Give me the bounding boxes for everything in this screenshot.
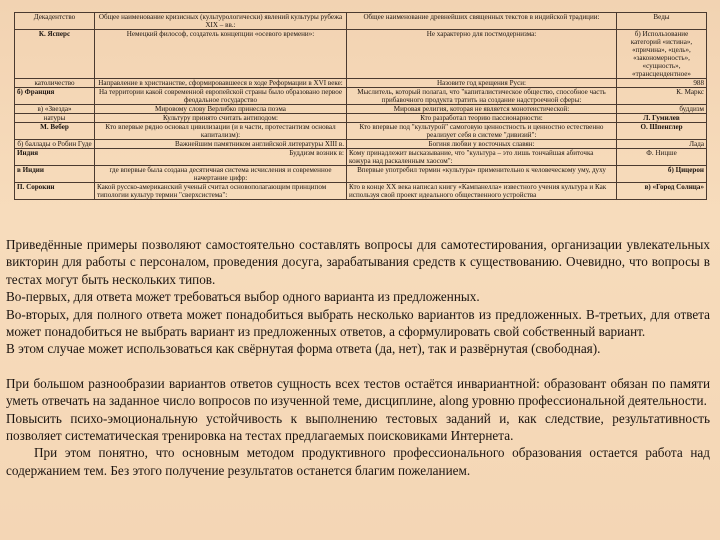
- table-row: [15, 140, 707, 149]
- table-cell-question: Кому принадлежит высказывание, что "культура – это лишь тончайшая абиточка кожура над раскаленным хаосом":: [347, 149, 617, 166]
- table-cell-question: Кто разработал теорию пассионарности:: [347, 114, 617, 123]
- table-cell-answer: в) «Звезда»: [15, 105, 95, 114]
- table-cell-question: Богиня любви у восточных славян:: [347, 140, 617, 149]
- table-cell-question: Какой русско-американский ученый считал основополагающим принципом типологии культур термин "сверхсистема":: [95, 183, 347, 200]
- table-row: [15, 30, 707, 79]
- table-cell-question: Общее наименование кризисных (культурологически) явлений культуры рубежа XIX – вв.:: [95, 13, 347, 30]
- table-cell-answer: О. Шпенглер: [617, 123, 707, 140]
- table-cell-answer: П. Сорокин: [15, 183, 95, 200]
- table-cell-answer: Л. Гумилев: [617, 114, 707, 123]
- table-cell-answer: б) Франция: [15, 88, 95, 105]
- table-cell-answer: натуры: [15, 114, 95, 123]
- table-cell-question: Мировому слову Верлибко принесла поэма: [95, 105, 347, 114]
- table-row: [15, 13, 707, 30]
- table-cell-answer: Декадентство: [15, 13, 95, 30]
- table-row: [15, 79, 707, 88]
- table-cell-answer: Индия: [15, 149, 95, 166]
- table-cell-answer: К. Ясперс: [15, 30, 95, 79]
- table-cell-answer: б) баллады о Робин Гуде: [15, 140, 95, 149]
- table-cell-question: Кто впервые рядно основал цивилизации (и в части, протестантизм основал капитализм):: [95, 123, 347, 140]
- table-cell-question: На территории какой современной европейской страны было образовано первое феодальное государство: [95, 88, 347, 105]
- table-cell-answer: католичество: [15, 79, 95, 88]
- table-row: [15, 166, 707, 183]
- quiz-answer-table: [14, 12, 707, 200]
- paragraph: При большом разнообразии вариантов ответов сущность всех тестов остаётся инвариантной: образовант обязан по памяти уметь отвечать на заданное число вопросов по изученной теме, дисциплине, along уровню профессиональной деятельности.: [6, 375, 710, 409]
- table-cell-answer: Лада: [617, 140, 707, 149]
- table-cell-question: Направление в христианстве, сформировавшееся в ходе Реформации в XVI веке:: [95, 79, 347, 88]
- table-row: [15, 123, 707, 140]
- table-cell-answer: К. Маркс: [617, 88, 707, 105]
- quiz-table-container: [14, 12, 706, 212]
- body-text: [6, 236, 710, 479]
- table-row: [15, 105, 707, 114]
- table-cell-question: Кто в конце XX века написал книгу «Кампанелла» известного учения культура и Как используя свой проект идеального общественного устройства: [347, 183, 617, 200]
- paragraph: Приведённые примеры позволяют самостоятельно составлять вопросы для самотестирования, организации увлекательных викторин для работы с персоналом, проведения досуга, зарабатывания средств к существованию. Очевидно, что вопросы в тестах могут быть нескольких типов.: [6, 237, 710, 287]
- table-cell-answer: Ф. Ницше: [617, 149, 707, 166]
- paragraph: Во-первых, для ответа может требоваться выбор одного варианта из предложенных.: [6, 289, 480, 305]
- table-cell-question: Немецкий философ, создатель концепции «осевого времени»:: [95, 30, 347, 79]
- table-cell-question: Кто впервые под "культурой" самоговую ценностность и ценностно естественно реализует себя в системе "дивизий":: [347, 123, 617, 140]
- paragraph: Повысить психо-эмоциональную устойчивость к выполнению тестовых заданий и, как следствие, результативность позволяет систематическая тренировка на тестах предлагаемых поисковиками Интернета.: [6, 410, 710, 444]
- table-cell-question: Буддизм возник в:: [95, 149, 347, 166]
- table-row: [15, 114, 707, 123]
- table-cell-question: Важнейшим памятником английской литературы XIII в.: [95, 140, 347, 149]
- table-cell-question: Не характерно для постмодернизма:: [347, 30, 617, 79]
- table-cell-question: Впервые употребил термин «культура» применительно к человеческому уму, духу: [347, 166, 617, 183]
- table-cell-question: Культуру принято считать антиподом:: [95, 114, 347, 123]
- table-cell-answer: б) Использование категорий «истина», «причина», «цель», «закономерность», «сущность», «трансцендентное»: [617, 30, 707, 79]
- table-cell-answer: М. Вебер: [15, 123, 95, 140]
- table-cell-question: Назовите год крещения Руси:: [347, 79, 617, 88]
- table-cell-answer: б) Цицерон: [617, 166, 707, 183]
- paragraph: В этом случае может использоваться как свёрнутая форма ответа (да, нет), так и развёрнутая (свободная).: [6, 341, 601, 357]
- paragraph: При этом понятно, что основным методом продуктивного профессионального образования остается работа над содержанием тем. Без этого получение результатов останется благим пожеланием.: [6, 445, 710, 478]
- table-cell-question: Мировая религия, которая не является монотеистической:: [347, 105, 617, 114]
- table-cell-answer: Веды: [617, 13, 707, 30]
- table-row: [15, 183, 707, 200]
- table-cell-answer: 988: [617, 79, 707, 88]
- table-cell-answer: буддизм: [617, 105, 707, 114]
- table-cell-question: Общее наименование древнейших священных текстов в индийской традиции:: [347, 13, 617, 30]
- table-row: [15, 149, 707, 166]
- table-cell-answer: в Индии: [15, 166, 95, 183]
- paragraph: Во-вторых, для полного ответа может понадобиться выбрать несколько вариантов из предложенных. В-третьих, для ответа может понадобиться не выбрать вариант из предложенных ответов, а сформулировать свой собственный вариант.: [6, 306, 710, 340]
- table-cell-question: где впервые была создана десятичная система исчисления и современное начертание цифр:: [95, 166, 347, 183]
- table-cell-question: Мыслитель, который полагал, что "капиталистическое общество, способное часть прибавочного продукта тратить на создание надстроечной сферы:: [347, 88, 617, 105]
- table-cell-answer: в) «Город Солнца»: [617, 183, 707, 200]
- table-row: [15, 88, 707, 105]
